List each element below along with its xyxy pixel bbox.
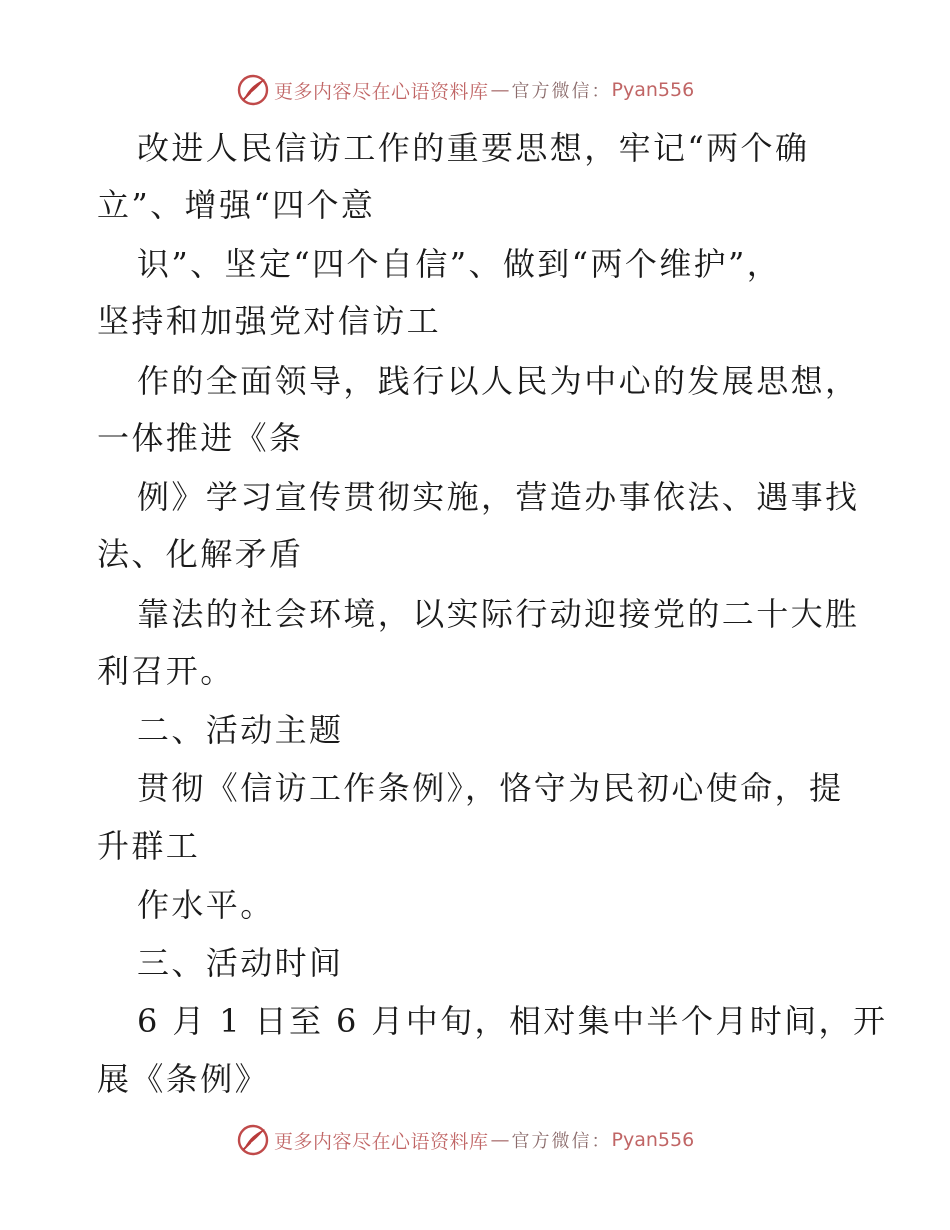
watermark-title: 更多内容尽在心语资料库 bbox=[274, 1130, 489, 1153]
text-line: 6 月 1 日至 6 月中旬，相对集中半个月时间，开 bbox=[137, 1002, 888, 1040]
text-line: 作水平。 bbox=[137, 886, 275, 924]
watermark-dash: — bbox=[490, 79, 510, 101]
section-heading: 二、活动主题 bbox=[137, 711, 344, 749]
text-line: 改进人民信访工作的重要思想，牢记“两个确 bbox=[137, 129, 810, 167]
text-line: 靠法的社会环境，以实际行动迎接党的二十大胜 bbox=[137, 595, 860, 633]
text-line: 法、化解矛盾 bbox=[97, 535, 304, 573]
footer-watermark bbox=[236, 1120, 694, 1160]
text-line: 展《条例》 bbox=[97, 1060, 270, 1098]
watermark-wechat-id: Pyan556 bbox=[611, 1129, 695, 1151]
feather-logo-icon bbox=[236, 73, 270, 107]
text-line: 利召开。 bbox=[97, 652, 235, 690]
text-line: 例》学习宣传贯彻实施，营造办事依法、遇事找 bbox=[137, 478, 860, 516]
text-line: 识”、坚定“四个自信”、做到“两个维护”， bbox=[137, 245, 782, 283]
watermark-wechat-id: Pyan556 bbox=[611, 79, 695, 101]
watermark-wechat-label: 官方微信： bbox=[511, 81, 612, 102]
text-line: 一体推进《条 bbox=[97, 419, 304, 457]
text-line: 立”、增强“四个意 bbox=[97, 186, 376, 224]
watermark-title: 更多内容尽在心语资料库 bbox=[274, 80, 489, 103]
text-line: 作的全面领导，践行以人民为中心的发展思想， bbox=[137, 362, 860, 400]
header-watermark bbox=[236, 70, 694, 110]
watermark-dash: — bbox=[490, 1129, 510, 1151]
text-line: 贯彻《信访工作条例》，恪守为民初心使命，提 bbox=[137, 769, 844, 807]
text-line: 升群工 bbox=[97, 827, 201, 865]
watermark-wechat-label: 官方微信： bbox=[511, 1131, 612, 1152]
feather-logo-icon bbox=[236, 1123, 270, 1157]
section-heading: 三、活动时间 bbox=[137, 944, 344, 982]
text-line: 坚持和加强党对信访工 bbox=[97, 302, 442, 340]
